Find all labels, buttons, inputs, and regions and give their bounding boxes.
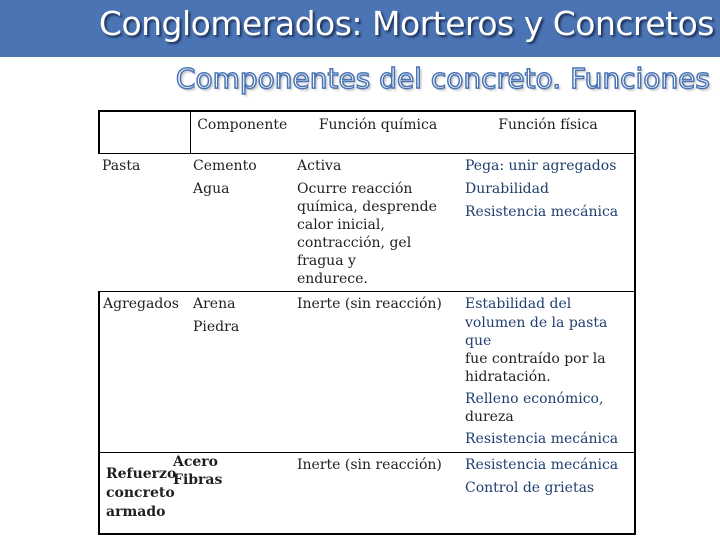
refuerzo-components: Acero Fibras [173, 454, 223, 488]
table-row [99, 453, 635, 535]
row-group-refuerzo [99, 453, 294, 535]
components-table [98, 110, 636, 535]
header-funcion-fisica: Función física [462, 111, 635, 154]
page-title: Conglomerados: Morteros y Concretos [98, 4, 714, 43]
table-row [99, 292, 635, 453]
table-header-row [99, 111, 635, 154]
refuerzo-label: Refuerzo concreto armado [106, 466, 177, 520]
row-quimica: Activa Ocurre reacción química, desprende calor inicial, contracción, gel fragua y endurece. [297, 158, 437, 287]
header-empty [99, 111, 190, 154]
table-row [99, 154, 635, 292]
row-fisica: Pega: unir agregados Durabilidad Resistencia mecánica [462, 154, 635, 292]
row-quimica: Inerte (sin reacción) [294, 453, 462, 535]
row-group-pasta: Pasta [99, 154, 190, 292]
row-components: Cemento Agua [193, 158, 257, 197]
header-componente: Componente [190, 111, 294, 154]
page-subtitle: Componentes del concreto. Funciones [175, 62, 710, 95]
row-fisica: Estabilidad del volumen de la pasta que fue contraído por la hidratación. Relleno económico, dureza Resistencia mecánica [462, 292, 635, 453]
row-components: Arena Piedra [190, 292, 294, 453]
row-fisica: Resistencia mecánica Control de grietas [462, 453, 635, 535]
header-funcion-quimica: Función química [294, 111, 462, 154]
row-quimica: Inerte (sin reacción) [294, 292, 462, 453]
row-group-agregados: Agregados [99, 292, 190, 453]
